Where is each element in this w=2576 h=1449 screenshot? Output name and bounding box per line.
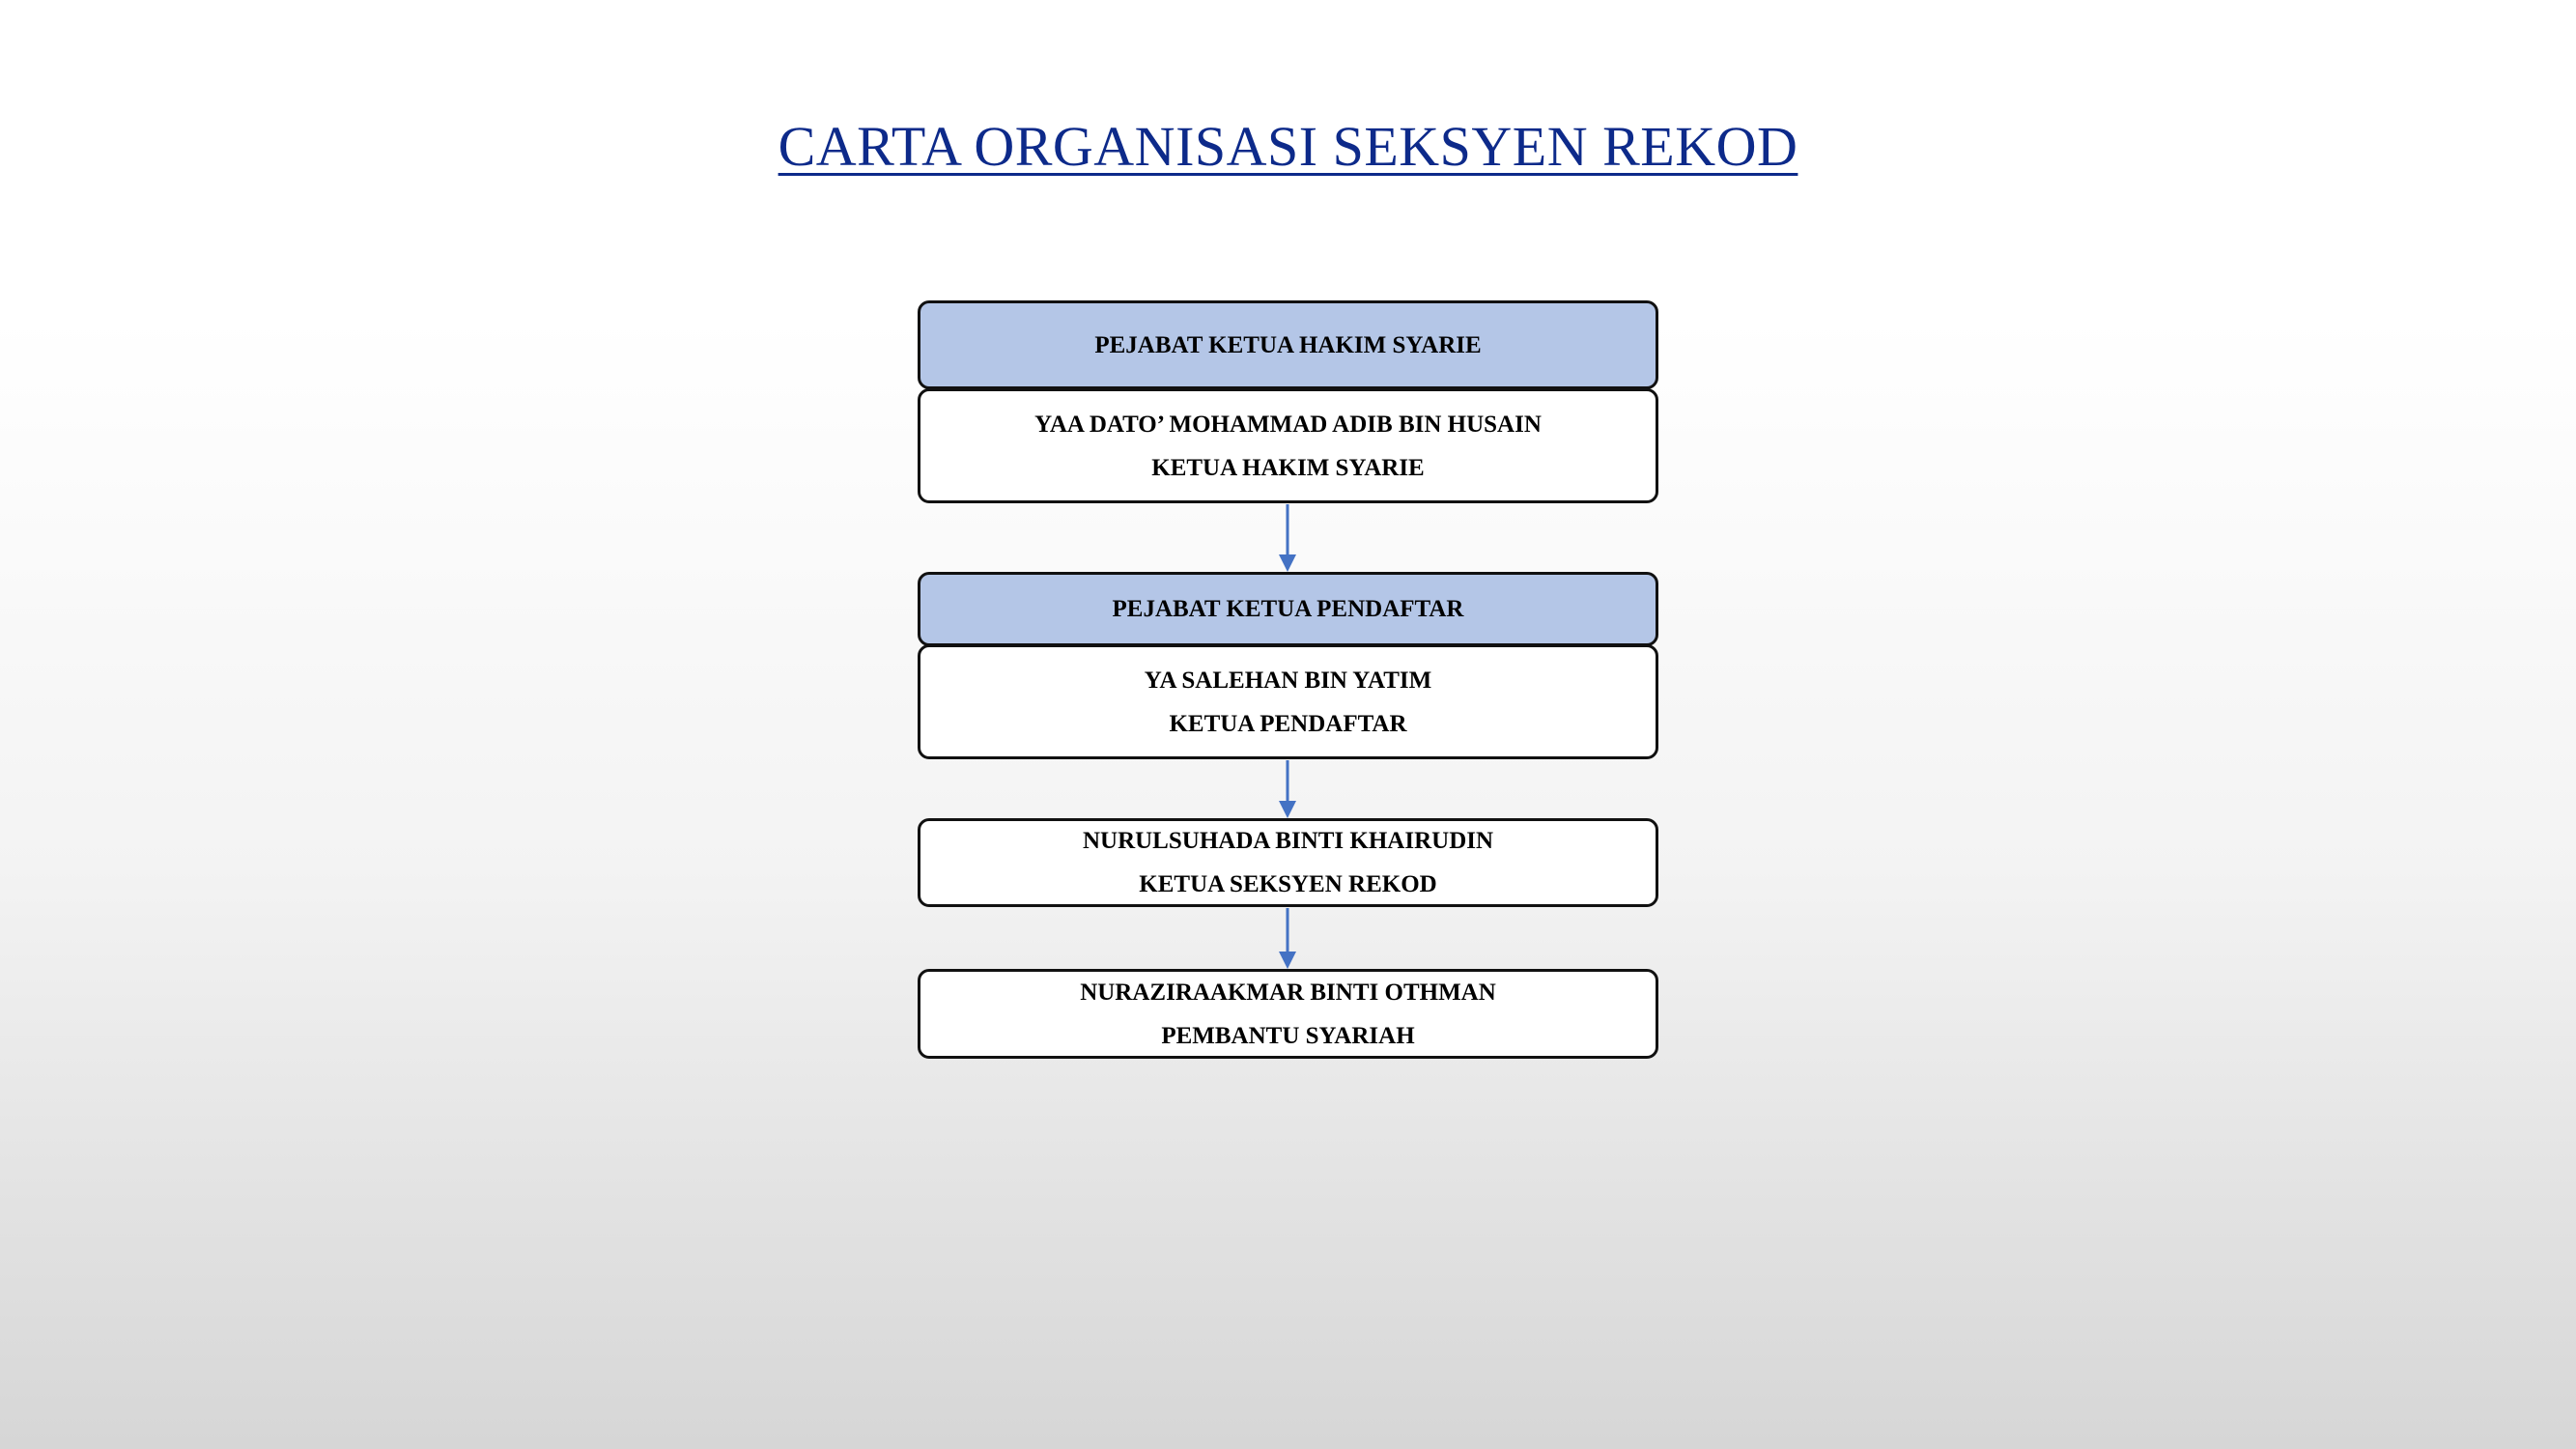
office-1-header-label: PEJABAT KETUA HAKIM SYARIE [1094, 331, 1482, 358]
staff-1-position: KETUA SEKSYEN REKOD [1139, 871, 1437, 897]
office-2-header-label: PEJABAT KETUA PENDAFTAR [1112, 596, 1464, 622]
arrow-office-1-to-office-2 [1279, 504, 1296, 572]
office-2-person-name: YA SALEHAN BIN YATIM [1144, 667, 1432, 694]
office-2-person-position: KETUA PENDAFTAR [1169, 710, 1407, 737]
office-1-person-name: YAA DATO’ MOHAMMAD ADIB BIN HUSAIN [1034, 411, 1542, 438]
staff-1-name: NURULSUHADA BINTI KHAIRUDIN [1082, 828, 1494, 854]
office-1-person-position: KETUA HAKIM SYARIE [1151, 454, 1425, 481]
staff-2-name: NURAZIRAAKMAR BINTI OTHMAN [1080, 979, 1496, 1006]
page-title: CARTA ORGANISASI SEKSYEN REKOD [778, 115, 1798, 178]
arrow-office-2-to-staff-1 [1279, 760, 1296, 818]
staff-2-position: PEMBANTU SYARIAH [1161, 1022, 1415, 1049]
arrow-staff-1-to-staff-2 [1279, 908, 1296, 969]
